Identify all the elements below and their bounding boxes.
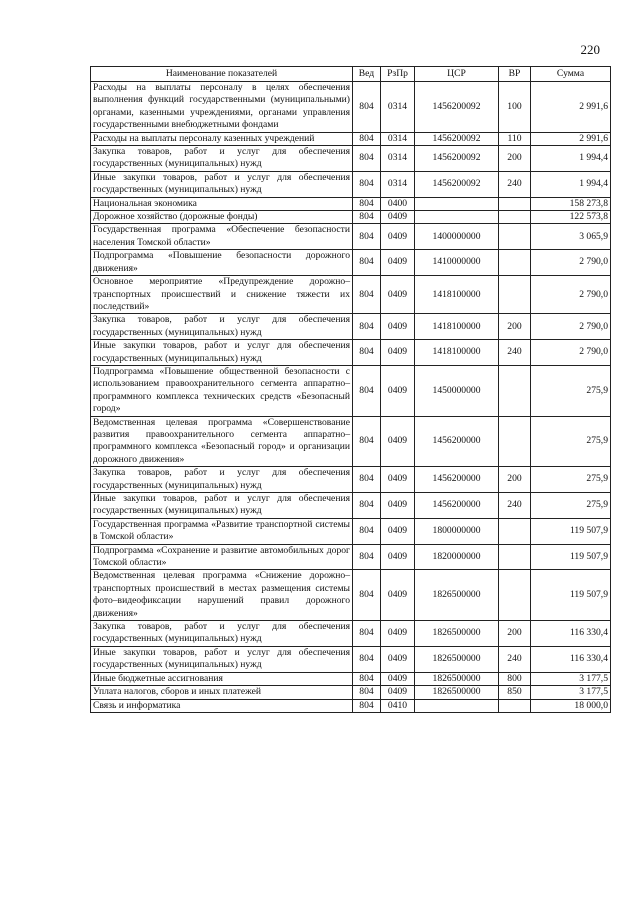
row-name: Иные закупки товаров, работ и услуг для обеспечения государственных (муниципальных) нужд xyxy=(91,646,353,672)
row-sum: 18 000,0 xyxy=(531,699,611,712)
row-sum: 2 991,6 xyxy=(531,132,611,145)
row-name: Подпрограмма «Повышение общественной безопасности с использованием правоохранительного сегмента аппаратно–программного комплекса технических средств «Безопасный город» xyxy=(91,365,353,416)
table-row xyxy=(91,250,611,276)
table-row xyxy=(91,211,611,224)
row-rzpr: 0409 xyxy=(381,518,415,544)
row-rzpr: 0409 xyxy=(381,686,415,699)
row-ved: 804 xyxy=(353,365,381,416)
row-csr xyxy=(415,197,499,210)
budget-table xyxy=(90,66,611,713)
row-vr xyxy=(499,416,531,467)
row-ved: 804 xyxy=(353,132,381,145)
row-sum: 2 790,0 xyxy=(531,340,611,366)
row-vr xyxy=(499,544,531,570)
row-csr: 1820000000 xyxy=(415,544,499,570)
row-ved: 804 xyxy=(353,699,381,712)
row-csr: 1826500000 xyxy=(415,646,499,672)
row-ved: 804 xyxy=(353,544,381,570)
row-ved: 804 xyxy=(353,340,381,366)
row-ved: 804 xyxy=(353,314,381,340)
row-csr: 1826500000 xyxy=(415,570,499,621)
row-ved: 804 xyxy=(353,686,381,699)
row-name: Закупка товаров, работ и услуг для обеспечения государственных (муниципальных) нужд xyxy=(91,146,353,172)
row-vr: 850 xyxy=(499,686,531,699)
table-row xyxy=(91,197,611,210)
table-row xyxy=(91,416,611,467)
row-name: Закупка товаров, работ и услуг для обеспечения государственных (муниципальных) нужд xyxy=(91,621,353,647)
row-ved: 804 xyxy=(353,250,381,276)
row-name: Иные закупки товаров, работ и услуг для обеспечения государственных (муниципальных) нужд xyxy=(91,171,353,197)
row-sum: 119 507,9 xyxy=(531,570,611,621)
row-csr: 1456200000 xyxy=(415,493,499,519)
row-ved: 804 xyxy=(353,224,381,250)
table-row xyxy=(91,314,611,340)
row-name: Основное мероприятие «Предупреждение дорожно–транспортных происшествий и снижение тяжести их последствий» xyxy=(91,276,353,314)
table-body xyxy=(91,82,611,713)
row-rzpr: 0409 xyxy=(381,493,415,519)
row-csr: 1456200092 xyxy=(415,146,499,172)
row-vr: 240 xyxy=(499,493,531,519)
table-row xyxy=(91,224,611,250)
row-rzpr: 0409 xyxy=(381,314,415,340)
row-name: Закупка товаров, работ и услуг для обеспечения государственных (муниципальных) нужд xyxy=(91,467,353,493)
page-number: 220 xyxy=(580,42,600,57)
row-name: Ведомственная целевая программа «Совершенствование развития правоохранительного сегмента аппаратно–программного комплекса «Безопасный город» и организации дорожного движения» xyxy=(91,416,353,467)
row-csr: 1826500000 xyxy=(415,672,499,685)
row-ved: 804 xyxy=(353,146,381,172)
row-name: Национальная экономика xyxy=(91,197,353,210)
row-vr xyxy=(499,699,531,712)
row-name: Уплата налогов, сборов и иных платежей xyxy=(91,686,353,699)
row-ved: 804 xyxy=(353,82,381,133)
row-name: Расходы на выплаты персоналу казенных учреждений xyxy=(91,132,353,145)
table-row xyxy=(91,646,611,672)
header-name: Наименование показателей xyxy=(91,67,353,82)
row-sum: 3 177,5 xyxy=(531,672,611,685)
row-vr xyxy=(499,197,531,210)
row-ved: 804 xyxy=(353,211,381,224)
row-rzpr: 0409 xyxy=(381,365,415,416)
row-rzpr: 0409 xyxy=(381,544,415,570)
row-csr: 1418100000 xyxy=(415,314,499,340)
table-row xyxy=(91,699,611,712)
row-rzpr: 0409 xyxy=(381,276,415,314)
row-vr: 200 xyxy=(499,314,531,340)
row-ved: 804 xyxy=(353,646,381,672)
row-sum: 275,9 xyxy=(531,365,611,416)
row-csr: 1456200000 xyxy=(415,416,499,467)
row-name: Иные закупки товаров, работ и услуг для обеспечения государственных (муниципальных) нужд xyxy=(91,493,353,519)
table-row xyxy=(91,276,611,314)
row-rzpr: 0409 xyxy=(381,672,415,685)
row-ved: 804 xyxy=(353,570,381,621)
row-sum: 2 790,0 xyxy=(531,250,611,276)
row-sum: 3 177,5 xyxy=(531,686,611,699)
table-row xyxy=(91,493,611,519)
header-rzpr: РзПр xyxy=(381,67,415,82)
row-vr: 240 xyxy=(499,340,531,366)
row-sum: 1 994,4 xyxy=(531,171,611,197)
row-sum: 116 330,4 xyxy=(531,621,611,647)
row-rzpr: 0409 xyxy=(381,416,415,467)
row-ved: 804 xyxy=(353,416,381,467)
row-rzpr: 0409 xyxy=(381,224,415,250)
row-vr xyxy=(499,250,531,276)
row-csr: 1450000000 xyxy=(415,365,499,416)
row-vr xyxy=(499,365,531,416)
row-name: Подпрограмма «Сохранение и развитие автомобильных дорог Томской области» xyxy=(91,544,353,570)
row-rzpr: 0409 xyxy=(381,621,415,647)
row-vr: 200 xyxy=(499,621,531,647)
row-csr xyxy=(415,211,499,224)
row-sum: 275,9 xyxy=(531,493,611,519)
row-sum: 275,9 xyxy=(531,467,611,493)
row-vr xyxy=(499,570,531,621)
row-vr xyxy=(499,276,531,314)
row-csr: 1400000000 xyxy=(415,224,499,250)
row-vr: 800 xyxy=(499,672,531,685)
row-rzpr: 0410 xyxy=(381,699,415,712)
row-name: Иные закупки товаров, работ и услуг для обеспечения государственных (муниципальных) нужд xyxy=(91,340,353,366)
row-sum: 1 994,4 xyxy=(531,146,611,172)
table-row xyxy=(91,621,611,647)
row-sum: 119 507,9 xyxy=(531,518,611,544)
row-vr: 110 xyxy=(499,132,531,145)
table-row xyxy=(91,171,611,197)
row-rzpr: 0409 xyxy=(381,467,415,493)
row-csr: 1456200092 xyxy=(415,82,499,133)
row-rzpr: 0314 xyxy=(381,82,415,133)
row-name: Дорожное хозяйство (дорожные фонды) xyxy=(91,211,353,224)
table-row xyxy=(91,544,611,570)
row-csr: 1826500000 xyxy=(415,686,499,699)
row-sum: 122 573,8 xyxy=(531,211,611,224)
header-sum: Сумма xyxy=(531,67,611,82)
row-vr: 200 xyxy=(499,146,531,172)
row-csr: 1800000000 xyxy=(415,518,499,544)
row-sum: 275,9 xyxy=(531,416,611,467)
row-vr xyxy=(499,224,531,250)
row-rzpr: 0409 xyxy=(381,250,415,276)
row-rzpr: 0409 xyxy=(381,646,415,672)
row-vr: 100 xyxy=(499,82,531,133)
row-name: Ведомственная целевая программа «Снижение дорожно–транспортных происшествий в местах размещения системы фото–видеофиксации нарушений правил дорожного движения» xyxy=(91,570,353,621)
row-csr: 1456200000 xyxy=(415,467,499,493)
row-rzpr: 0314 xyxy=(381,146,415,172)
header-csr: ЦСР xyxy=(415,67,499,82)
row-ved: 804 xyxy=(353,672,381,685)
row-sum: 2 991,6 xyxy=(531,82,611,133)
row-ved: 804 xyxy=(353,518,381,544)
row-vr xyxy=(499,518,531,544)
row-sum: 116 330,4 xyxy=(531,646,611,672)
table-header-row xyxy=(91,67,611,82)
row-vr: 200 xyxy=(499,467,531,493)
row-sum: 2 790,0 xyxy=(531,314,611,340)
table-row xyxy=(91,672,611,685)
row-sum: 3 065,9 xyxy=(531,224,611,250)
table-row xyxy=(91,82,611,133)
table-row xyxy=(91,132,611,145)
row-sum: 2 790,0 xyxy=(531,276,611,314)
row-csr: 1418100000 xyxy=(415,276,499,314)
row-vr: 240 xyxy=(499,646,531,672)
row-ved: 804 xyxy=(353,621,381,647)
table-row xyxy=(91,467,611,493)
row-rzpr: 0409 xyxy=(381,570,415,621)
row-vr xyxy=(499,211,531,224)
row-rzpr: 0400 xyxy=(381,197,415,210)
row-name: Государственная программа «Развитие транспортной системы в Томской области» xyxy=(91,518,353,544)
row-ved: 804 xyxy=(353,276,381,314)
table-row xyxy=(91,570,611,621)
row-name: Иные бюджетные ассигнования xyxy=(91,672,353,685)
row-name: Подпрограмма «Повышение безопасности дорожного движения» xyxy=(91,250,353,276)
header-vr: ВР xyxy=(499,67,531,82)
row-name: Закупка товаров, работ и услуг для обеспечения государственных (муниципальных) нужд xyxy=(91,314,353,340)
table-row xyxy=(91,365,611,416)
row-sum: 119 507,9 xyxy=(531,544,611,570)
row-csr: 1826500000 xyxy=(415,621,499,647)
row-ved: 804 xyxy=(353,467,381,493)
row-name: Расходы на выплаты персоналу в целях обеспечения выполнения функций государственными (муниципальными) органами, казенными учреждениями, органами управления государственными внебюджетными фондами xyxy=(91,82,353,133)
row-rzpr: 0409 xyxy=(381,211,415,224)
row-ved: 804 xyxy=(353,493,381,519)
table-row xyxy=(91,146,611,172)
row-rzpr: 0314 xyxy=(381,171,415,197)
row-name: Связь и информатика xyxy=(91,699,353,712)
header-ved: Вед xyxy=(353,67,381,82)
row-name: Государственная программа «Обеспечение безопасности населения Томской области» xyxy=(91,224,353,250)
row-csr: 1456200092 xyxy=(415,171,499,197)
row-csr: 1456200092 xyxy=(415,132,499,145)
row-sum: 158 273,8 xyxy=(531,197,611,210)
row-rzpr: 0314 xyxy=(381,132,415,145)
row-vr: 240 xyxy=(499,171,531,197)
row-ved: 804 xyxy=(353,197,381,210)
table-row xyxy=(91,686,611,699)
row-rzpr: 0409 xyxy=(381,340,415,366)
row-csr: 1418100000 xyxy=(415,340,499,366)
row-csr: 1410000000 xyxy=(415,250,499,276)
row-ved: 804 xyxy=(353,171,381,197)
table-row xyxy=(91,340,611,366)
row-csr xyxy=(415,699,499,712)
table-row xyxy=(91,518,611,544)
